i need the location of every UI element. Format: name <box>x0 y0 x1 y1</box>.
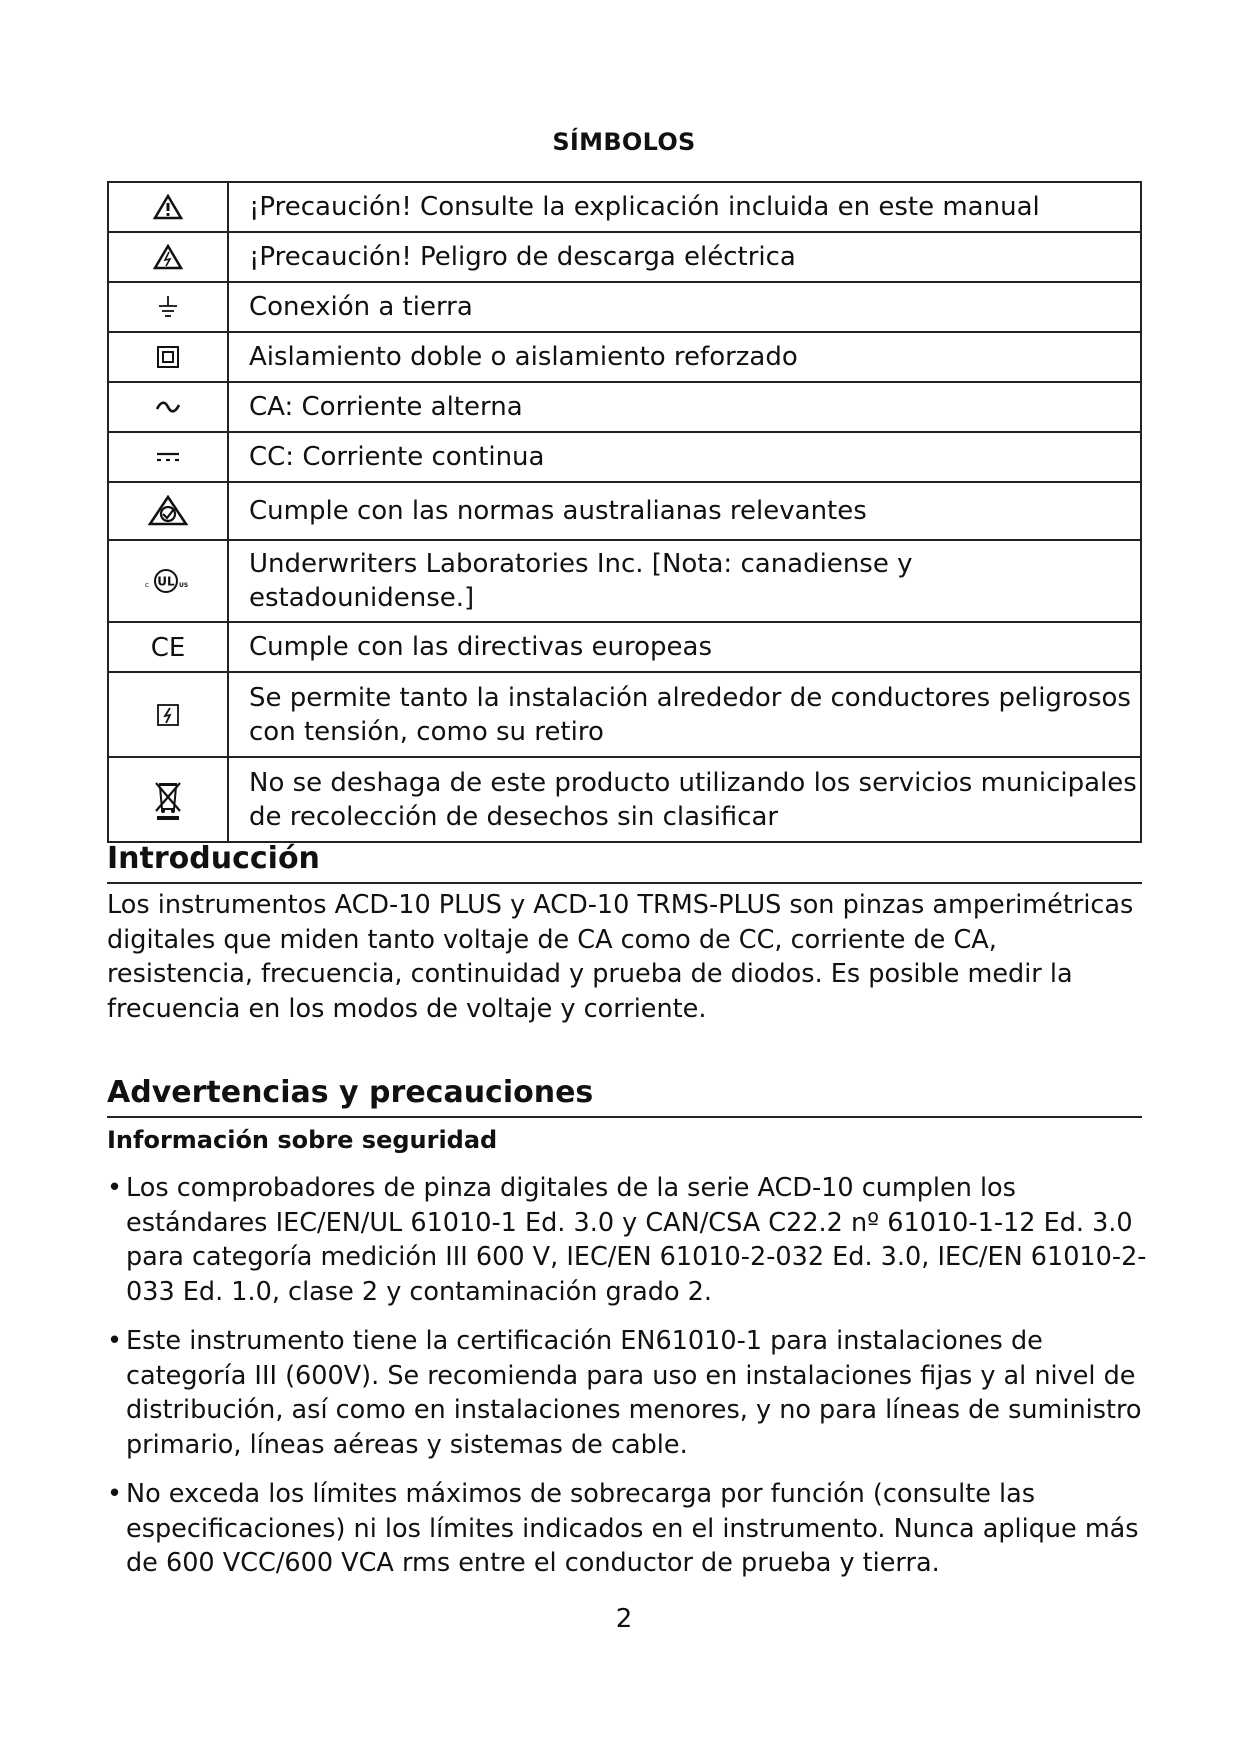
symbol-description: ¡Precaución! Peligro de descarga eléctrica <box>228 232 1141 282</box>
safety-bullet-list <box>107 1171 1147 1596</box>
table-row <box>108 432 1141 482</box>
symbol-description: Cumple con las normas australianas relevantes <box>228 482 1141 540</box>
symbol-description: CC: Corriente continua <box>228 432 1141 482</box>
dc-icon <box>108 432 228 482</box>
shock-hazard-icon <box>108 232 228 282</box>
bullet-marker: • <box>107 1173 123 1203</box>
table-row <box>108 672 1141 757</box>
table-row <box>108 332 1141 382</box>
bullet-text: Los comprobadores de pinza digitales de la serie ACD-10 cumplen los estándares IEC/EN/UL 61010-1 Ed. 3.0 y CAN/CSA C22.2 nº 61010-1-12 Ed. 3.0 para categoría medición III 600 V, IEC/EN 61010-2-032 Ed. 3.0, IEC/EN 61010-2-033 Ed. 1.0, clase 2 y contaminación grado 2. <box>126 1173 1147 1307</box>
bullet-text: Este instrumento tiene la certificación EN61010-1 para instalaciones de categoría III (600V). Se recomienda para uso en instalaciones fijas y al nivel de distribución, así como en instalaciones menores, y no para líneas de suministro primario, líneas aéreas y sistemas de cable. <box>126 1326 1142 1460</box>
ac-icon <box>108 382 228 432</box>
live-conductor-icon <box>108 672 228 757</box>
ul-mark-us: US <box>179 582 189 589</box>
ce-mark-letters: CE <box>150 633 186 661</box>
symbol-description: Underwriters Laboratories Inc. [Nota: canadiense y estadounidense.] <box>228 540 1141 622</box>
table-row <box>108 232 1141 282</box>
list-item <box>107 1171 1147 1309</box>
symbols-title: SÍMBOLOS <box>552 128 696 156</box>
ground-icon <box>108 282 228 332</box>
table-row <box>108 540 1141 622</box>
symbol-description: Conexión a tierra <box>228 282 1141 332</box>
symbol-description: No se deshaga de este producto utilizando los servicios municipales de recolección de desechos sin clasificar <box>228 757 1141 842</box>
table-row <box>108 482 1141 540</box>
ul-mark-icon <box>108 540 228 622</box>
bullet-marker: • <box>107 1326 123 1356</box>
symbol-description: ¡Precaución! Consulte la explicación incluida en este manual <box>228 182 1141 232</box>
ul-mark-c: c <box>145 581 149 589</box>
table-row <box>108 622 1141 672</box>
ul-mark-ul: UL <box>157 574 175 589</box>
symbol-description: Se permite tanto la instalación alrededor de conductores peligrosos con tensión, como su retiro <box>228 672 1141 757</box>
weee-bin-icon <box>108 757 228 842</box>
page-number: 2 <box>615 1604 633 1634</box>
intro-paragraph: Los instrumentos ACD-10 PLUS y ACD-10 TRMS-PLUS son pinzas amperimétricas digitales que miden tanto voltaje de CA como de CC, corriente de CA, resistencia, frecuencia, continuidad y prueba de diodos. Es posible medir la frecuencia en los modos de voltaje y corriente. <box>107 890 1134 1024</box>
bullet-marker: • <box>107 1479 123 1509</box>
ce-mark-icon <box>108 622 228 672</box>
symbol-description: Aislamiento doble o aislamiento reforzado <box>228 332 1141 382</box>
symbol-description: CA: Corriente alterna <box>228 382 1141 432</box>
table-row <box>108 282 1141 332</box>
list-item <box>107 1324 1147 1462</box>
table-row <box>108 382 1141 432</box>
warnings-heading: Advertencias y precauciones <box>107 1076 1142 1118</box>
double-insulation-icon <box>108 332 228 382</box>
table-row <box>108 182 1141 232</box>
rcm-icon <box>108 482 228 540</box>
symbol-description: Cumple con las directivas europeas <box>228 622 1141 672</box>
caution-triangle-icon <box>108 182 228 232</box>
intro-heading: Introducción <box>107 842 1142 884</box>
safety-subheading: Información sobre seguridad <box>107 1126 498 1154</box>
symbols-table <box>107 181 1142 843</box>
table-row <box>108 757 1141 842</box>
bullet-text: No exceda los límites máximos de sobrecarga por función (consulte las especificaciones) ni los límites indicados en el instrumento. Nunca aplique más de 600 VCC/600 VCA rms entre el conductor de prueba y tierra. <box>126 1479 1139 1578</box>
list-item <box>107 1477 1147 1581</box>
